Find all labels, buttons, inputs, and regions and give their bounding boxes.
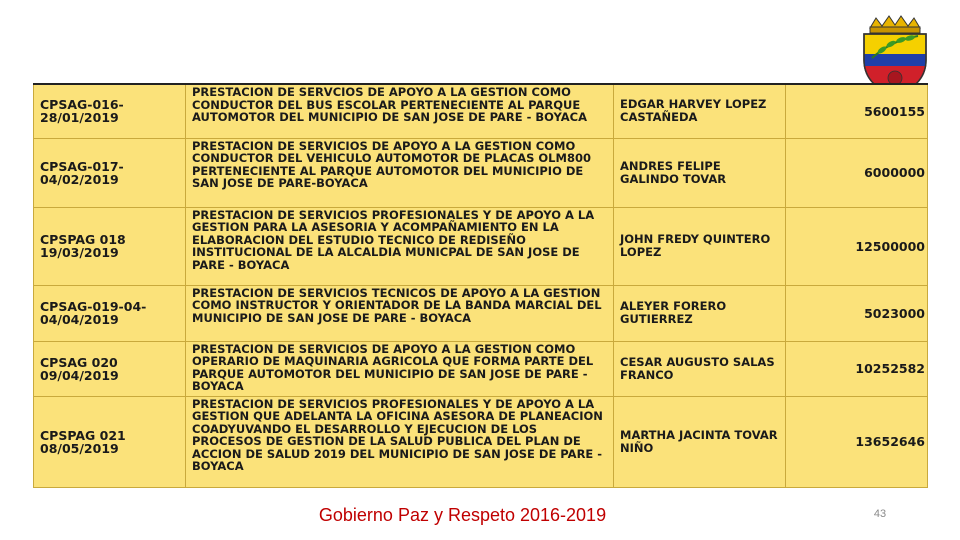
contract-code: CPSAG-019-04-04/04/2019 <box>34 285 186 341</box>
contract-amount: 5023000 <box>786 285 928 341</box>
table-row <box>34 84 928 138</box>
contract-code: CPSAG 020 09/04/2019 <box>34 341 186 396</box>
contractor-name: CESAR AUGUSTO SALAS FRANCO <box>614 341 786 396</box>
contract-description: PRESTACION DE SERVICIOS PROFESIONALES Y DE APOYO A LA GESTION QUE ADELANTA LA OFICINA ASESORA DE PLANEACION COADYUVANDO EL DESARROLLO Y EJECUCION DE LOS PROCESOS DE GESTION DE LA SALUD PUBLICA DEL PLAN DE ACCION DE SALUD 2019 DEL MUNICIPIO DE SAN JOSE DE PARE - BOYACA <box>186 396 614 487</box>
contractor-name: JOHN FREDY QUINTERO LOPEZ <box>614 207 786 285</box>
contractor-name: EDGAR HARVEY LOPEZ CASTAÑEDA <box>614 84 786 138</box>
table-row <box>34 138 928 207</box>
contract-code: CPSAG-016-28/01/2019 <box>34 84 186 138</box>
table-row <box>34 341 928 396</box>
contracts-table <box>33 83 928 488</box>
contract-amount: 10252582 <box>786 341 928 396</box>
contract-code: CPSAG-017-04/02/2019 <box>34 138 186 207</box>
contract-code: CPSPAG 021 08/05/2019 <box>34 396 186 487</box>
contract-description: PRESTACION DE SERVICIOS DE APOYO A LA GESTION COMO CONDUCTOR DEL VEHICULO AUTOMOTOR DE PLACAS OLM800 PERTENECIENTE AL PARQUE AUTOMOTOR DEL MUNICIPIO DE SAN JOSE DE PARE-BOYACA <box>186 138 614 207</box>
contract-description: PRESTACION DE SERVICIOS PROFESIONALES Y DE APOYO A LA GESTION PARA LA ASESORIA Y ACOMPAÑAMIENTO EN LA ELABORACION DEL ESTUDIO TECNICO DE REDISEÑO INSTITUCIONAL DE LA ALCALDIA MUNICPAL DE SAN JOSE DE PARE - BOYACA <box>186 207 614 285</box>
contractor-name: ALEYER FORERO GUTIERREZ <box>614 285 786 341</box>
contract-code: CPSPAG 018 19/03/2019 <box>34 207 186 285</box>
table-row <box>34 396 928 487</box>
contract-amount: 12500000 <box>786 207 928 285</box>
contract-description: PRESTACION DE SERVCIOS DE APOYO A LA GESTION COMO CONDUCTOR DEL BUS ESCOLAR PERTENECIENTE AL PARQUE AUTOMOTOR DEL MUNICIPIO DE SAN JOSE DE PARE - BOYACA <box>186 84 614 138</box>
contractor-name: ANDRES FELIPE GALINDO TOVAR <box>614 138 786 207</box>
contract-amount: 5600155 <box>786 84 928 138</box>
page-number: 43 <box>873 508 887 520</box>
contractor-name: MARTHA JACINTA TOVAR NIÑO <box>614 396 786 487</box>
table-row <box>34 285 928 341</box>
contract-description: PRESTACION DE SERVICIOS DE APOYO A LA GESTION COMO OPERARIO DE MAQUINARIA AGRICOLA QUE FORMA PARTE DEL PARQUE AUTOMOTOR DEL MUNICIPIO DE SAN JOSE DE PARE - BOYACA <box>186 341 614 396</box>
footer-title: Gobierno Paz y Respeto 2016-2019 <box>318 505 607 525</box>
contracts-table-body <box>34 84 928 487</box>
contract-description: PRESTACION DE SERVICIOS TECNICOS DE APOYO A LA GESTION COMO INSTRUCTOR Y ORIENTADOR DE LA BANDA MARCIAL DEL MUNICIPIO DE SAN JOSE DE PARE - BOYACA <box>186 285 614 341</box>
table-row <box>34 207 928 285</box>
contract-amount: 13652646 <box>786 396 928 487</box>
contract-amount: 6000000 <box>786 138 928 207</box>
